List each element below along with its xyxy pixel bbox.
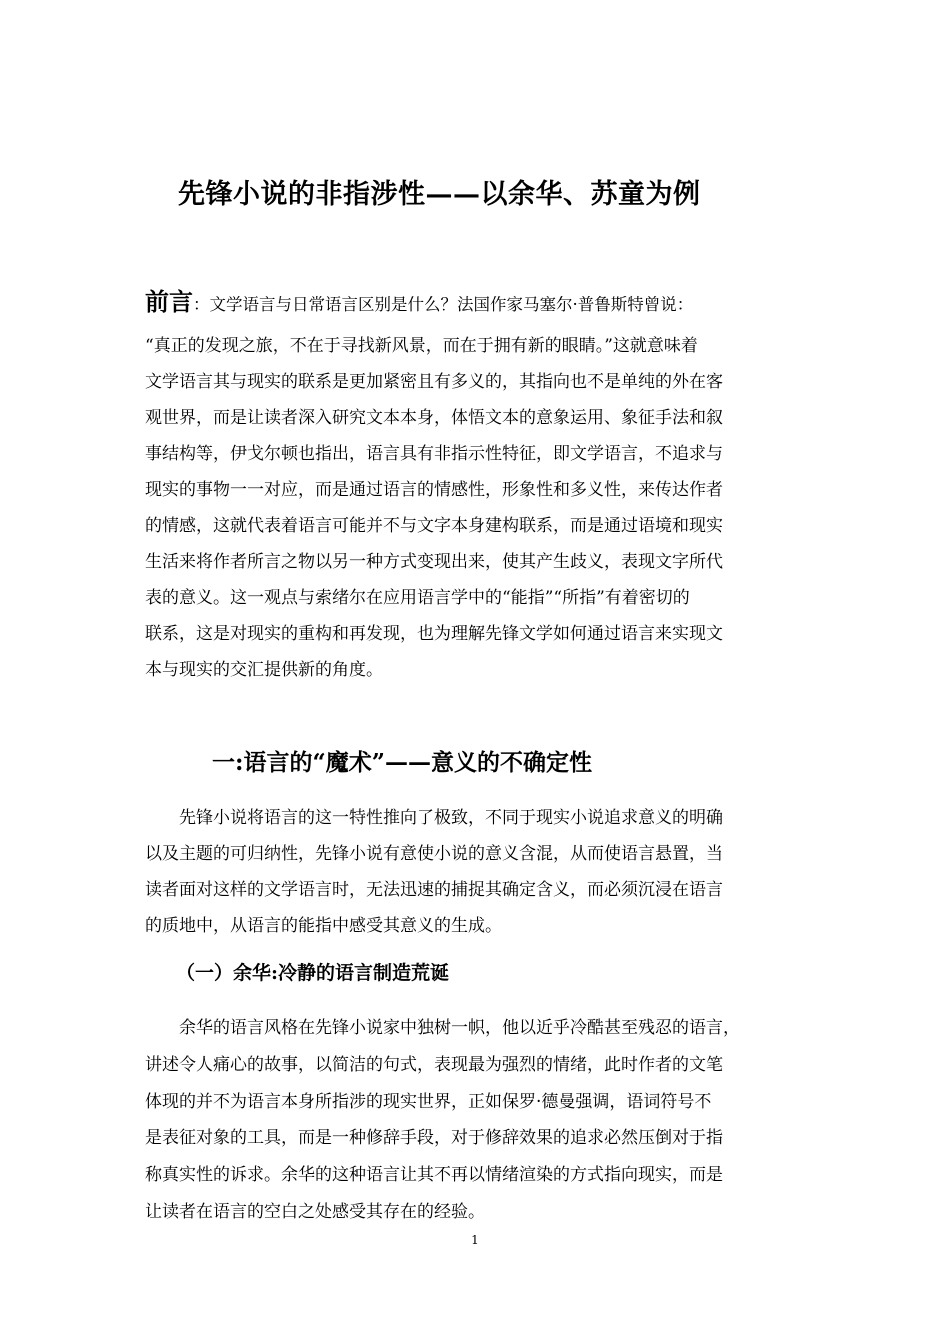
text-line: 本与现实的交汇提供新的角度。 xyxy=(145,660,383,680)
section-paragraph xyxy=(145,800,723,944)
text-line: 的质地中，从语言的能指中感受其意义的生成。 xyxy=(145,916,502,936)
text-line: 称真实性的诉求。余华的这种语言让其不再以情绪渲染的方式指向现实，而是 xyxy=(145,1165,723,1186)
document-title: 先锋小说的非指涉性——以余华、苏童为例 xyxy=(178,179,701,210)
preface-first-line xyxy=(145,282,693,317)
preface-intro: ：文学语言与日常语言区别是什么？法国作家马塞尔·普鲁斯特曾说： xyxy=(193,295,694,314)
text-line: 联系，这是对现实的重构和再发现，也为理解先锋文学如何通过语言来实现文 xyxy=(145,624,723,644)
preface-heading: 前言 xyxy=(145,287,193,316)
text-line: 讲述令人痛心的故事，以简洁的句式，表现最为强烈的情绪，此时作者的文笔 xyxy=(145,1054,723,1075)
text-line: 体现的并不为语言本身所指涉的现实世界，正如保罗·德曼强调，语词符号不 xyxy=(145,1091,712,1112)
subsection-paragraph xyxy=(145,1010,740,1231)
text-line: 的情感，这就代表着语言可能并不与文字本身建构联系，而是通过语境和现实 xyxy=(145,516,723,536)
text-line: 观世界，而是让读者深入研究文本本身，体悟文本的意象运用、象征手法和叙 xyxy=(145,408,723,428)
text-line: 生活来将作者所言之物以另一种方式变现出来，使其产生歧义，表现文字所代 xyxy=(145,552,723,572)
text-line: 先锋小说将语言的这一特性推向了极致，不同于现实小说追求意义的明确 xyxy=(145,808,723,828)
text-line: 现实的事物一一对应，而是通过语言的情感性，形象性和多义性，来传达作者 xyxy=(145,480,723,500)
text-line: 是表征对象的工具，而是一种修辞手段，对于修辞效果的追求必然压倒对于指 xyxy=(145,1128,723,1149)
text-line: 读者面对这样的文学语言时，无法迅速的捕捉其确定含义，而必须沉浸在语言 xyxy=(145,880,723,900)
subsection-heading: （一）余华:冷静的语言制造荒诞 xyxy=(176,962,450,984)
text-line: 文学语言其与现实的联系是更加紧密且有多义的，其指向也不是单纯的外在客 xyxy=(145,372,723,392)
text-line: 表的意义。这一观点与索绪尔在应用语言学中的“能指”“所指”有着密切的 xyxy=(145,588,690,608)
text-line: 事结构等，伊戈尔顿也指出，语言具有非指示性特征，即文学语言，不追求与 xyxy=(145,444,723,464)
page-number: 1 xyxy=(471,1233,479,1247)
text-line: 让读者在语言的空白之处感受其存在的经验。 xyxy=(145,1201,485,1222)
text-line: 余华的语言风格在先锋小说家中独树一帜，他以近乎冷酷甚至残忍的语言， xyxy=(145,1018,740,1038)
text-line: 以及主题的可归纳性，先锋小说有意使小说的意义含混，从而使语言悬置，当 xyxy=(145,844,723,864)
section-heading: 一:语言的“魔术”——意义的不确定性 xyxy=(212,749,592,776)
preface-paragraph xyxy=(145,328,723,688)
text-line: “真正的发现之旅，不在于寻找新风景，而在于拥有新的眼睛。”这就意味着 xyxy=(145,336,698,356)
